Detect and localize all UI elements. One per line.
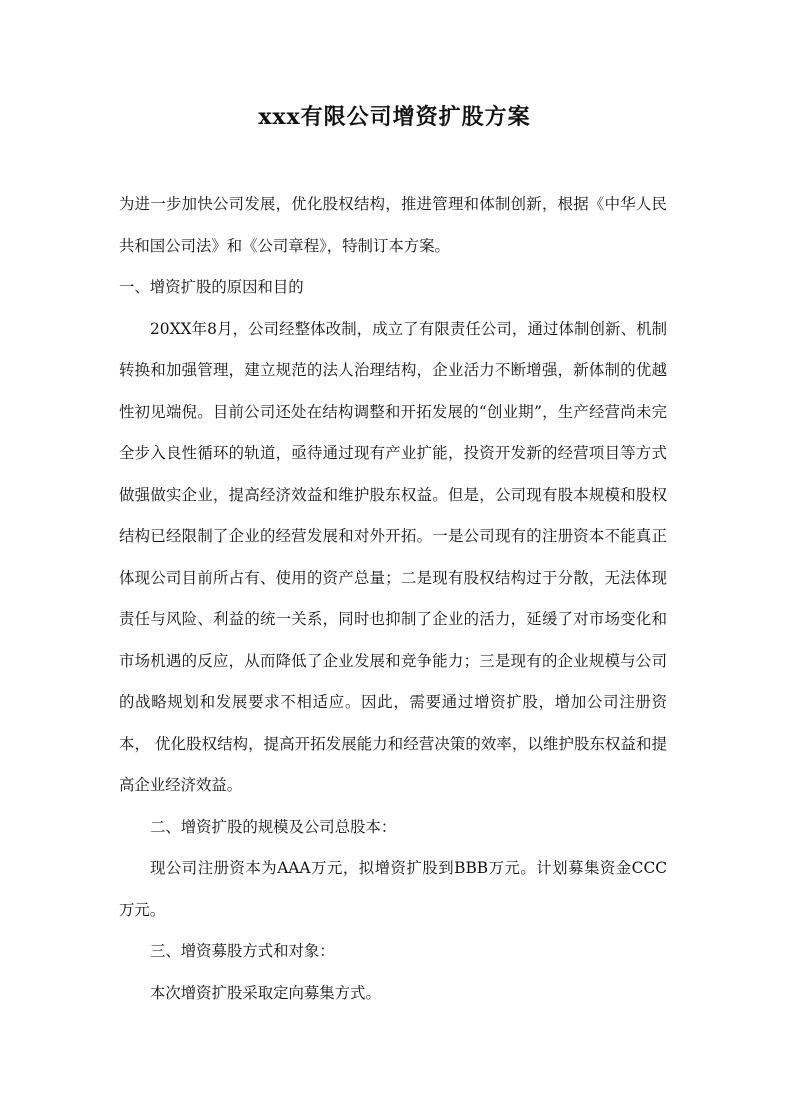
section-3-paragraph: 本次增资扩股采取定向募集方式。 [150,983,381,1002]
section-1-paragraph: 20XX年8月，公司经整体改制，成立了有限责任公司，通过体制创新、机制转换和加强管理，建立规范的法人治理结构，企业活力不断增强，新体制的优越性初见端倪。目前公司还处在结构调整和开拓发展的“创业期”，生产经营尚未完全步入良性循环的轨道，亟待通过现有产业扩能，投资开发新的经营项目等方式做强做实企业，提高经济效益和维护股东权益。但是，公司现有股本规模和股权结构已经限制了企业的经营发展和对外开拓。一是公司现有的注册资本不能真正体现公司目前所占有、使用的资产总量；二是现有股权结构过于分散，无法体现责任与风险、利益的统一关系，同时也抑制了企业的活力，延缓了对市场变化和市场机遇的反应，从而降低了企业发展和竞争能力；三是现有的企业规模与公司的战略规划和发展要求不相适应。因此，需要通过增资扩股，增加公司注册资本， 优化股权结构，提高开拓发展能力和经营决策的效率，以维护股东权益和提高企业经济效益。 [119,319,667,794]
intro-paragraph: 为进一步加快公司发展，优化股权结构，推进管理和体制创新，根据《中华人民共和国公司法》和《公司章程》，特制订本方案。 [119,195,667,255]
section-heading-1: 一、增资扩股的原因和目的 [119,278,304,296]
section-heading-2: 二、增资扩股的规模及公司总股本： [150,817,397,836]
section-2-paragraph: 现公司注册资本为AAA万元，拟增资扩股到BBB万元。计划募集资金CCC万元。 [119,859,667,919]
document-title: xxx有限公司增资扩股方案 [258,104,531,130]
document-body [119,184,667,1014]
section-heading-3: 三、增资募股方式和对象： [150,942,335,960]
